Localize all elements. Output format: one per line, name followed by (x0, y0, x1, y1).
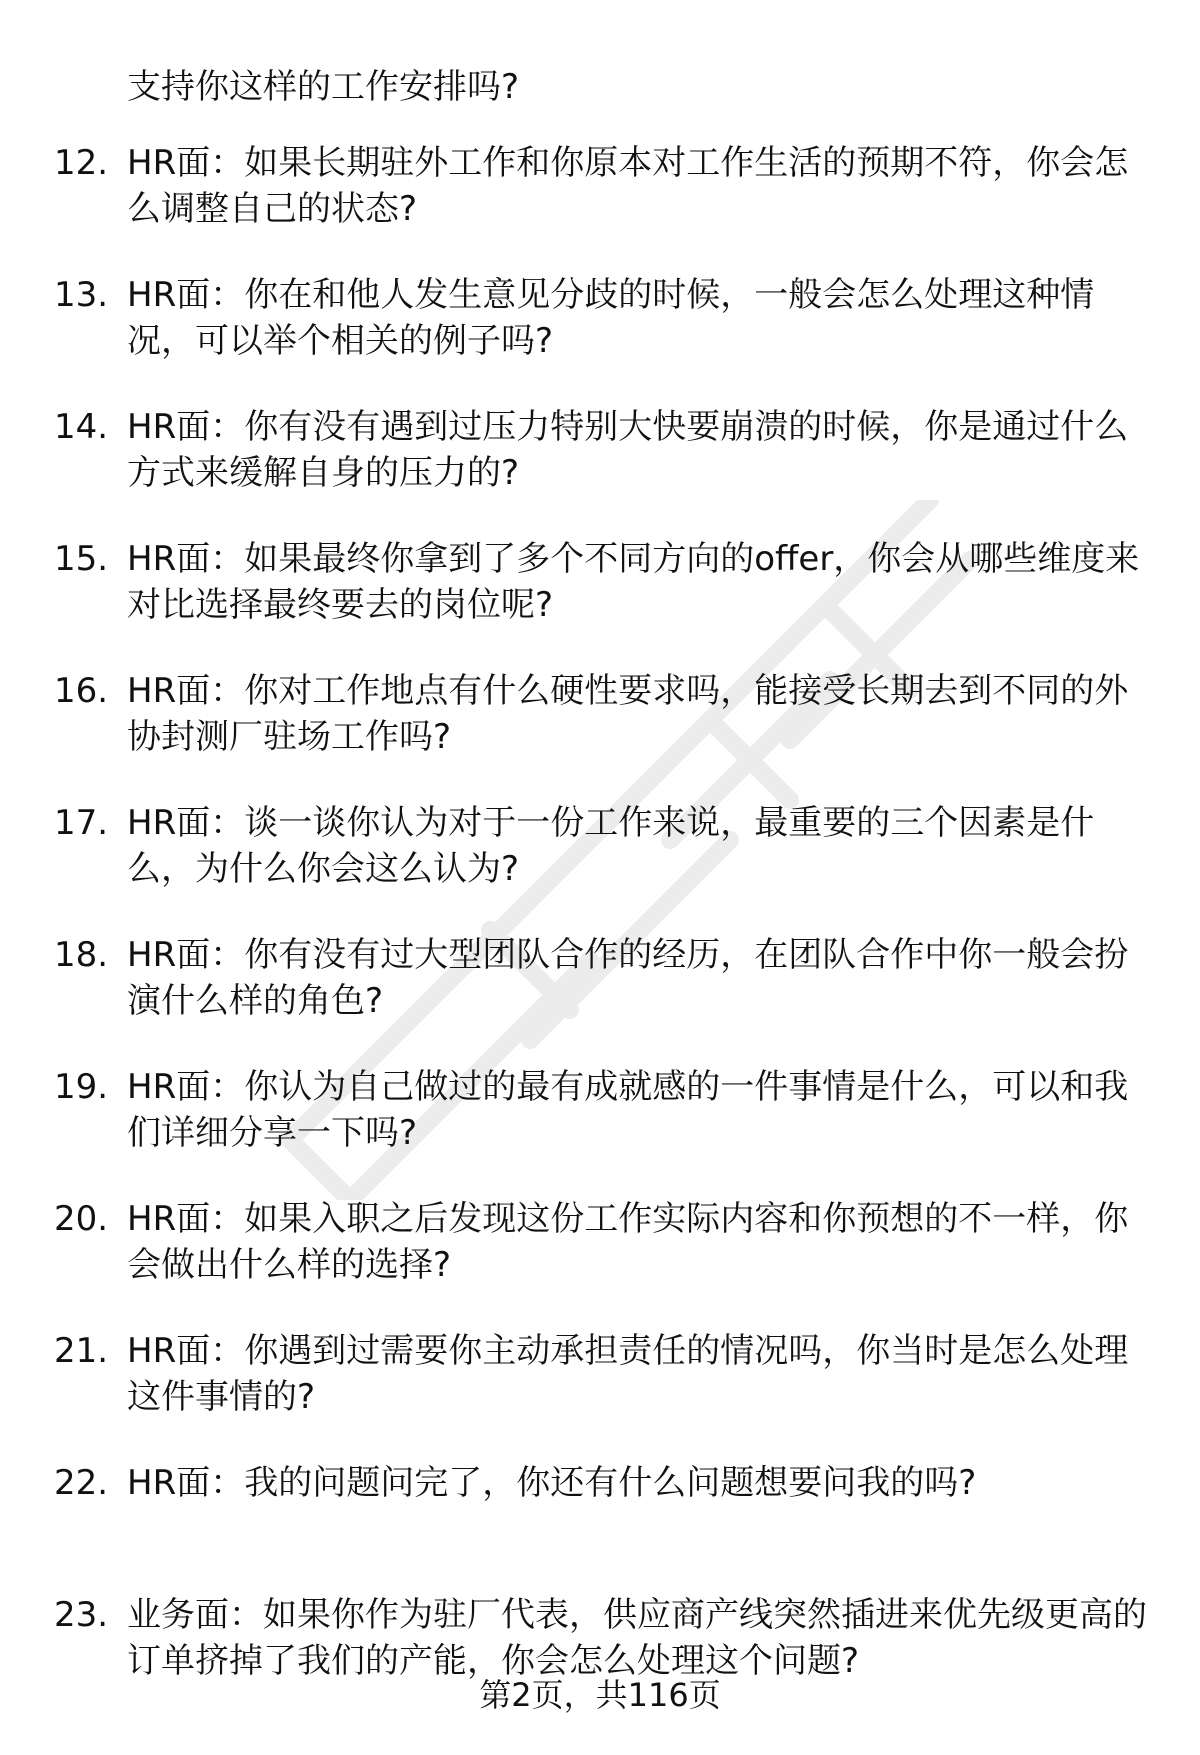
continuation-text: 支持你这样的工作安排吗? (127, 67, 520, 107)
question-text: HR面：你在和他人发生意见分歧的时候，一般会怎么处理这种情况，可以举个相关的例子吗? (127, 275, 1095, 361)
question-number: 18. (54, 935, 109, 975)
list-item (0, 536, 1200, 668)
question-text: HR面：如果入职之后发现这份工作实际内容和你预想的不一样，你会做出什么样的选择? (127, 1199, 1129, 1285)
question-number: 14. (54, 407, 109, 447)
list-item (0, 1328, 1200, 1460)
question-text: HR面：我的问题问完了，你还有什么问题想要问我的吗? (127, 1463, 977, 1503)
question-number: 13. (54, 275, 109, 315)
list-item (0, 1196, 1200, 1328)
question-text: HR面：你有没有过大型团队合作的经历，在团队合作中你一般会扮演什么样的角色? (127, 935, 1129, 1021)
question-number: 22. (54, 1463, 109, 1503)
question-number: 21. (54, 1331, 109, 1371)
question-number: 12. (54, 143, 109, 183)
question-text: HR面：你认为自己做过的最有成就感的一件事情是什么，可以和我们详细分享一下吗? (127, 1067, 1129, 1153)
list-item (0, 800, 1200, 932)
list-item (0, 932, 1200, 1064)
question-text: HR面：你遇到过需要你主动承担责任的情况吗，你当时是怎么处理这件事情的? (127, 1331, 1129, 1417)
list-item (0, 1460, 1200, 1592)
question-number: 19. (54, 1067, 109, 1107)
list-item (0, 272, 1200, 404)
question-text: HR面：你有没有遇到过压力特别大快要崩溃的时候，你是通过什么方式来缓解自身的压力的? (127, 407, 1129, 493)
question-number: 23. (54, 1595, 109, 1635)
question-number: 20. (54, 1199, 109, 1239)
question-text: HR面：如果长期驻外工作和你原本对工作生活的预期不符，你会怎么调整自己的状态? (127, 143, 1129, 229)
list-item (0, 140, 1200, 272)
question-number: 16. (54, 671, 109, 711)
list-item (0, 1064, 1200, 1196)
question-number: 17. (54, 803, 109, 843)
question-text: HR面：你对工作地点有什么硬性要求吗，能接受长期去到不同的外协封测厂驻场工作吗? (127, 671, 1129, 757)
list-item (0, 668, 1200, 800)
list-item (0, 404, 1200, 536)
question-text: HR面：如果最终你拿到了多个不同方向的offer，你会从哪些维度来对比选择最终要去的岗位呢? (127, 539, 1140, 625)
question-number: 15. (54, 539, 109, 579)
question-text: 业务面：如果你作为驻厂代表，供应商产线突然插进来优先级更高的订单挤掉了我们的产能，你会怎么处理这个问题? (127, 1595, 1147, 1681)
question-text: HR面：谈一谈你认为对于一份工作来说，最重要的三个因素是什么，为什么你会这么认为? (127, 803, 1095, 889)
page-footer: 第2页，共116页 (479, 1676, 721, 1714)
question-list (0, 140, 1200, 1724)
